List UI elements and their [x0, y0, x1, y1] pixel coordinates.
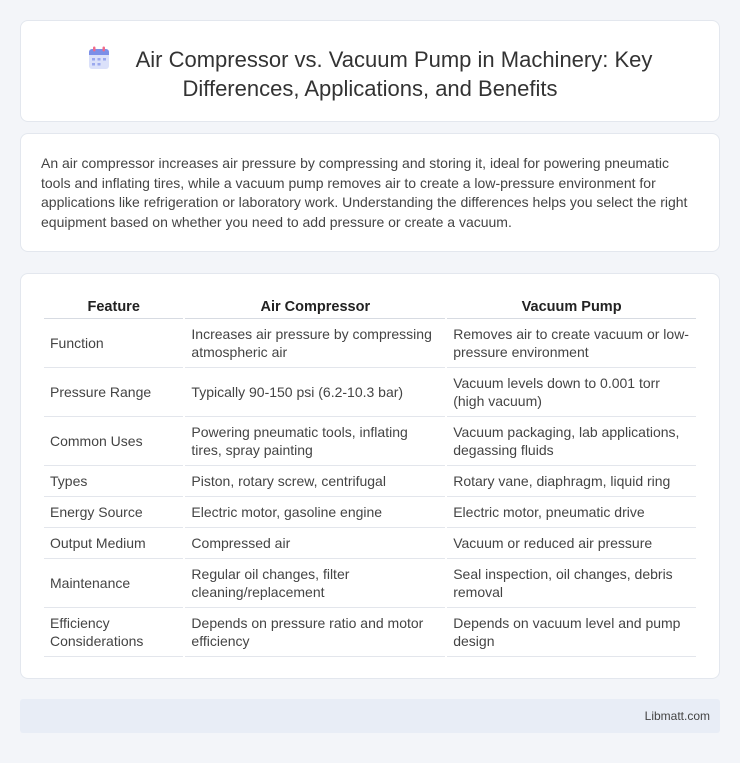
table-header-row — [44, 296, 696, 319]
row-feature: Pressure Range — [44, 368, 183, 417]
title-card — [20, 20, 720, 122]
table-row — [44, 368, 696, 417]
header-air-compressor: Air Compressor — [185, 296, 445, 319]
header-vacuum-pump: Vacuum Pump — [447, 296, 696, 319]
row-feature: Maintenance — [44, 559, 183, 608]
row-feature: Function — [44, 319, 183, 368]
row-air-compressor: Typically 90-150 psi (6.2-10.3 bar) — [185, 368, 445, 417]
comparison-table-card — [20, 273, 720, 679]
intro-card — [20, 133, 720, 252]
footer-site-link[interactable]: Libmatt.com — [644, 709, 710, 723]
row-feature: Efficiency Considerations — [44, 608, 183, 657]
row-vacuum-pump: Removes air to create vacuum or low-pressure environment — [447, 319, 696, 368]
row-air-compressor: Piston, rotary screw, centrifugal — [185, 466, 445, 497]
header-feature: Feature — [44, 296, 183, 319]
row-feature: Types — [44, 466, 183, 497]
row-vacuum-pump: Vacuum packaging, lab applications, degassing fluids — [447, 417, 696, 466]
page-title: Air Compressor vs. Vacuum Pump in Machinery: Key Differences, Applications, and Benefits — [135, 47, 653, 101]
row-vacuum-pump: Seal inspection, oil changes, debris removal — [447, 559, 696, 608]
table-row — [44, 417, 696, 466]
row-vacuum-pump: Electric motor, pneumatic drive — [447, 497, 696, 528]
row-vacuum-pump: Depends on vacuum level and pump design — [447, 608, 696, 657]
table-row — [44, 559, 696, 608]
table-row — [44, 319, 696, 368]
row-feature: Energy Source — [44, 497, 183, 528]
page-title-container — [21, 45, 719, 103]
table-row — [44, 497, 696, 528]
intro-paragraph: An air compressor increases air pressure by compressing and storing it, ideal for powering pneumatic tools and inflating tires, while a vacuum pump removes air to create a low-pressure environment for applications like refrigeration or laboratory work. Understanding the differences helps you select the right equipment based on whether you need to add pressure or create a vacuum. — [41, 155, 688, 230]
footer-bar — [20, 699, 720, 733]
table-row — [44, 608, 696, 657]
row-vacuum-pump: Rotary vane, diaphragm, liquid ring — [447, 466, 696, 497]
row-air-compressor: Regular oil changes, filter cleaning/replacement — [185, 559, 445, 608]
row-air-compressor: Compressed air — [185, 528, 445, 559]
row-feature: Output Medium — [44, 528, 183, 559]
row-feature: Common Uses — [44, 417, 183, 466]
table-row — [44, 466, 696, 497]
row-air-compressor: Increases air pressure by compressing atmospheric air — [185, 319, 445, 368]
table-row — [44, 528, 696, 559]
row-air-compressor: Depends on pressure ratio and motor efficiency — [185, 608, 445, 657]
row-air-compressor: Electric motor, gasoline engine — [185, 497, 445, 528]
row-air-compressor: Powering pneumatic tools, inflating tires, spray painting — [185, 417, 445, 466]
row-vacuum-pump: Vacuum or reduced air pressure — [447, 528, 696, 559]
row-vacuum-pump: Vacuum levels down to 0.001 torr (high vacuum) — [447, 368, 696, 417]
comparison-table — [42, 296, 698, 657]
calendar-icon — [88, 46, 110, 70]
